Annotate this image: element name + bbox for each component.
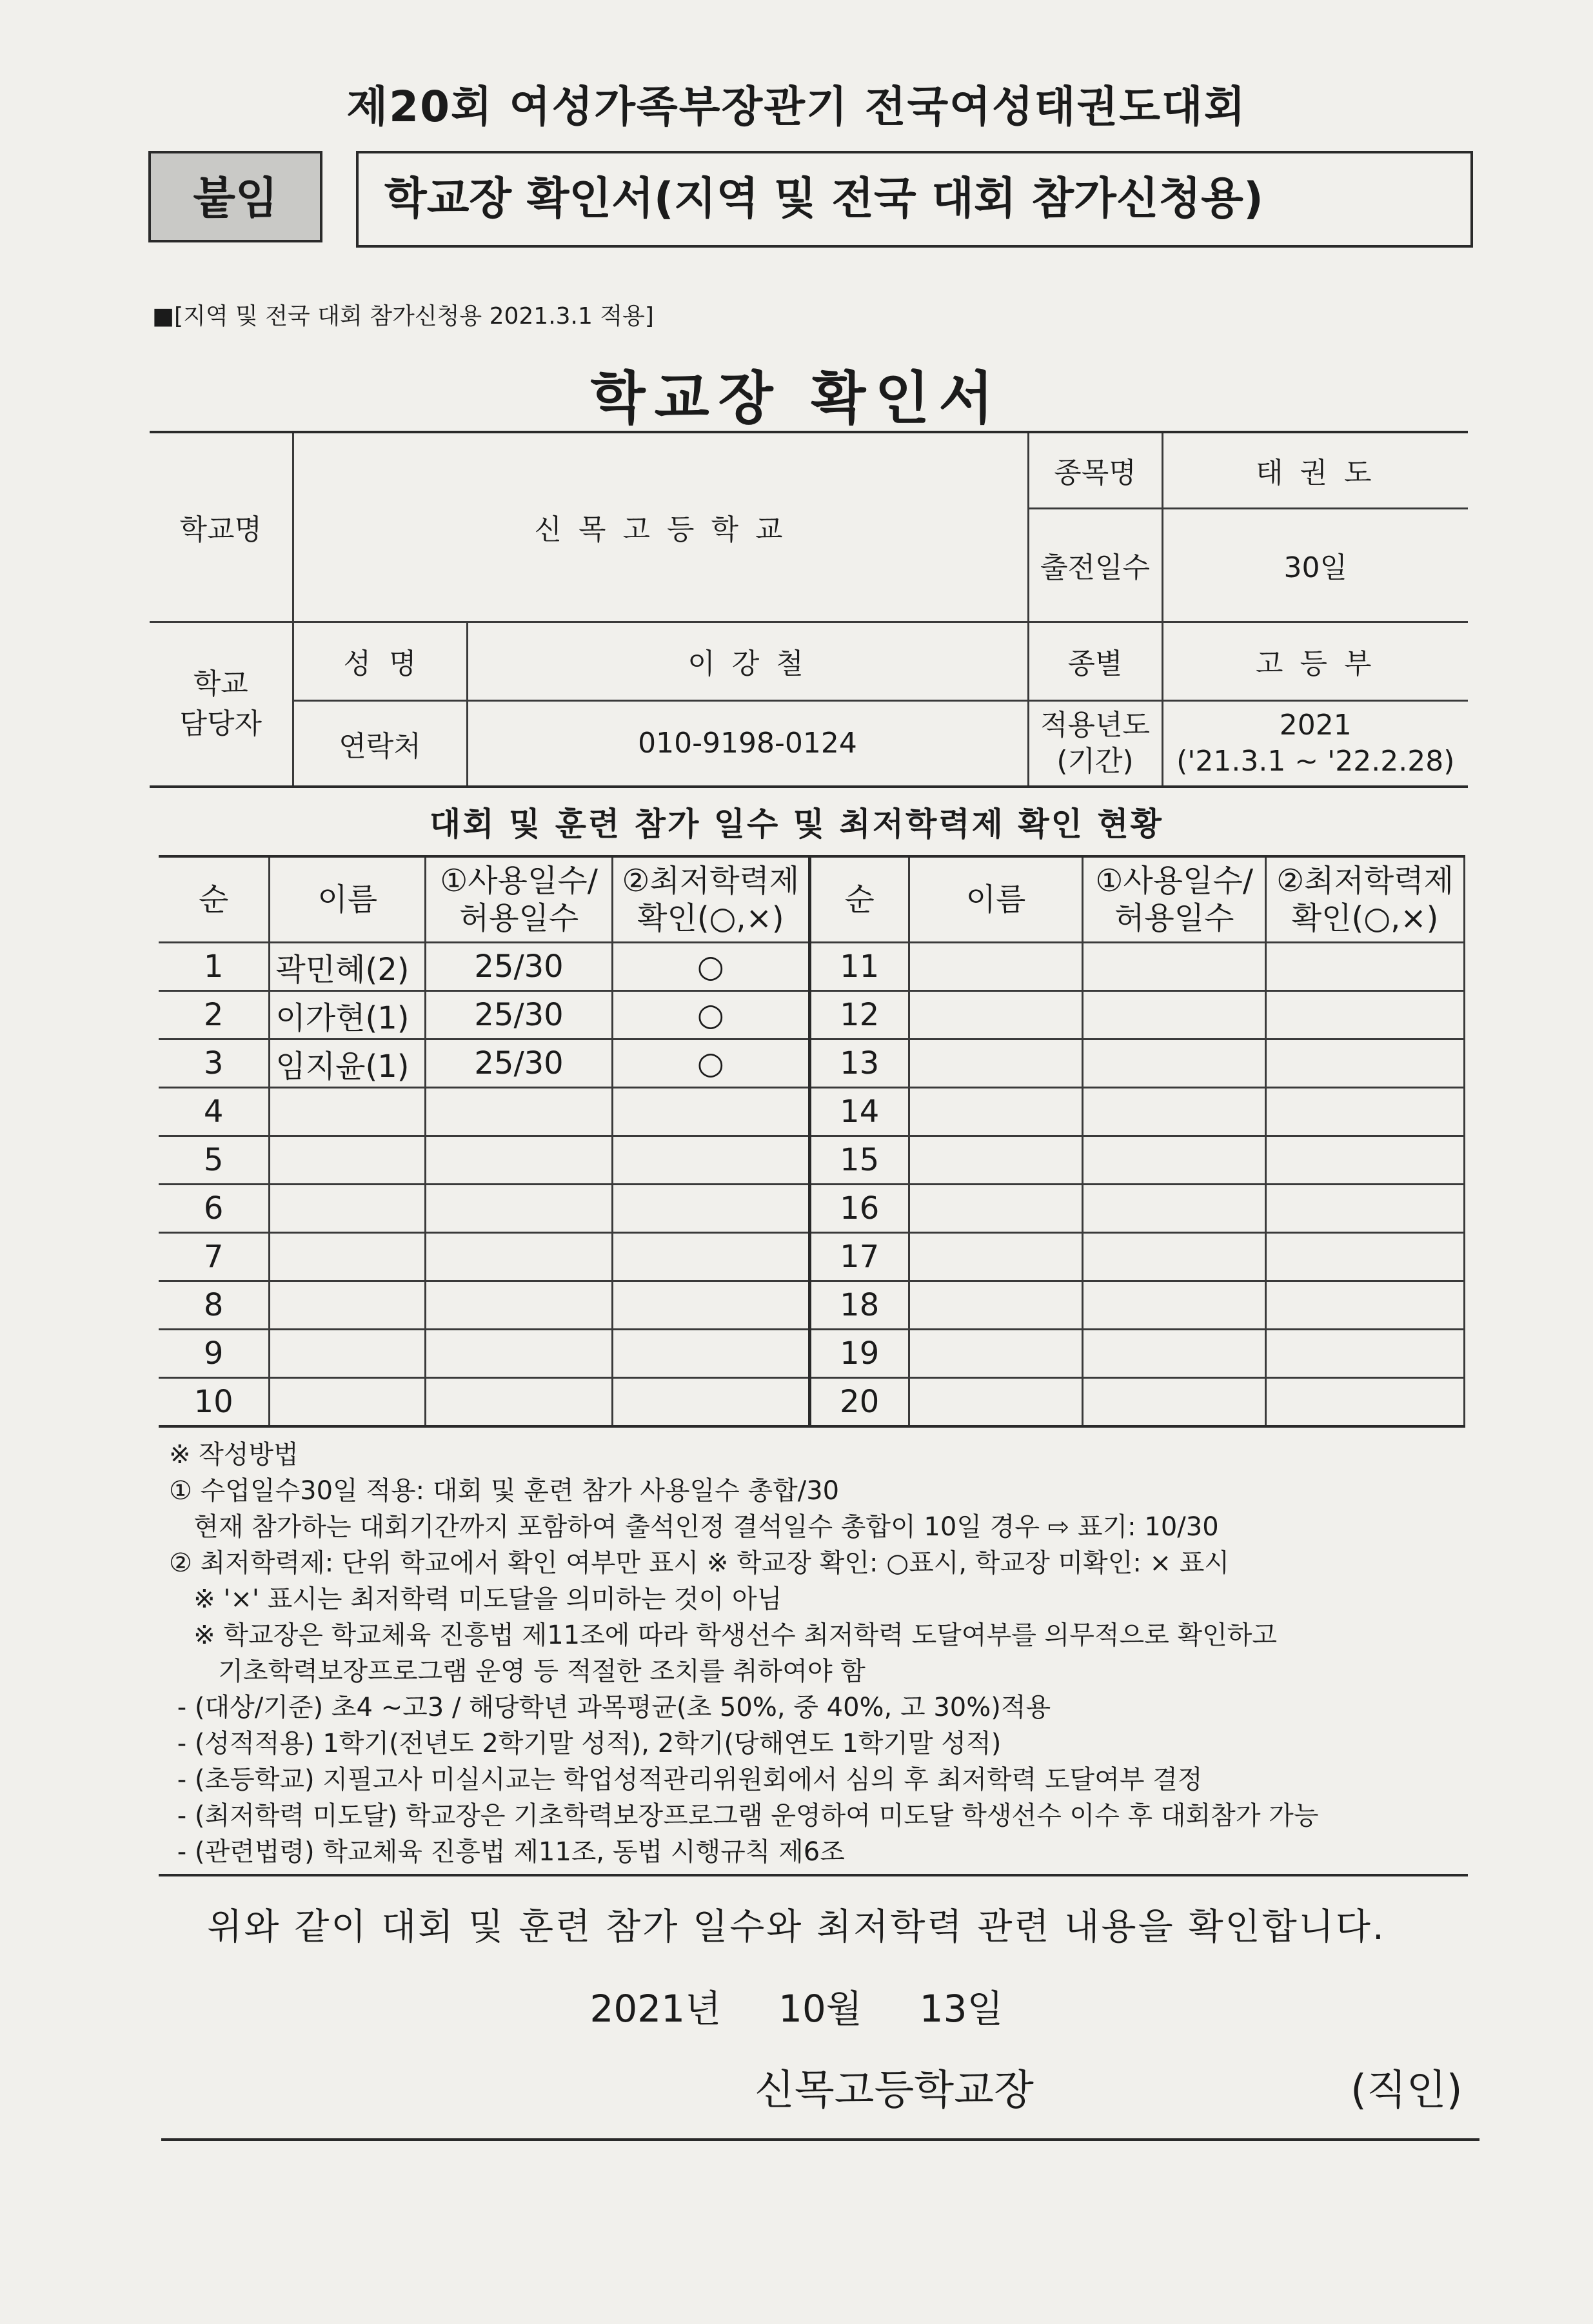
seq-cell: 5: [159, 1136, 270, 1185]
form-note: ■[지역 및 전국 대회 참가신청용 2021.3.1 적용]: [152, 303, 654, 330]
seq-cell: 14: [809, 1088, 909, 1136]
event-title: 제20회 여성가족부장관기 전국여성태권도대회: [346, 82, 1247, 132]
check-cell: ○: [612, 1039, 809, 1088]
days-cell: [426, 1281, 613, 1330]
check-cell: [612, 1233, 809, 1281]
instruction-line: ※ 작성방법: [169, 1440, 299, 1470]
header-seq-left: 순: [159, 856, 270, 943]
attachment-title: 학교장 확인서(지역 및 전국 대회 참가신청용): [356, 151, 1473, 248]
check-cell: [1266, 943, 1465, 991]
header-name-right: 이름: [909, 856, 1083, 943]
divider: [159, 1874, 1468, 1876]
name-cell: [270, 1330, 426, 1378]
days-cell: [1083, 1378, 1266, 1427]
check-cell: [612, 1378, 809, 1427]
check-cell: [1266, 1088, 1465, 1136]
seq-cell: 18: [809, 1281, 909, 1330]
check-cell: [1266, 1330, 1465, 1378]
year-value-year: 2021: [1279, 708, 1352, 742]
days-cell: [426, 1088, 613, 1136]
name-cell: [270, 1281, 426, 1330]
name-cell: [909, 943, 1083, 991]
name-cell: [909, 1136, 1083, 1185]
confirmation-text: 위와 같이 대회 및 훈련 참가 일수와 최저학력 관련 내용을 확인합니다.: [207, 1906, 1386, 1948]
school-name-label: 학교명: [150, 432, 293, 622]
check-cell: [1266, 991, 1465, 1039]
days-cell: [1083, 1039, 1266, 1088]
days-cell: [1083, 943, 1266, 991]
seq-cell: 6: [159, 1185, 270, 1233]
name-cell: [909, 1378, 1083, 1427]
name-cell: [270, 1185, 426, 1233]
name-cell: [909, 1088, 1083, 1136]
manager-label-line2: 담당자: [179, 707, 262, 740]
seq-cell: 2: [159, 991, 270, 1039]
name-cell: 임지윤(1): [270, 1039, 426, 1088]
header-acad-line1: ②최저학력제: [622, 863, 800, 899]
instruction-line: ※ '×' 표시는 최저학력 미도달을 의미하는 것이 아님: [169, 1584, 782, 1614]
instruction-line: ① 수업일수30일 적용: 대회 및 훈련 참가 사용일수 총합/30: [169, 1476, 840, 1506]
name-cell: 이가현(1): [270, 991, 426, 1039]
instruction-line: 기초학력보장프로그램 운영 등 적절한 조치를 취하여야 함: [169, 1657, 866, 1686]
table-row: [159, 1088, 1465, 1136]
days-label: 출전일수: [1028, 508, 1162, 622]
check-cell: [612, 1330, 809, 1378]
attachment-label: 붙임: [148, 151, 322, 242]
seq-cell: 7: [159, 1233, 270, 1281]
table-row: [159, 1185, 1465, 1233]
sport-label: 종목명: [1028, 432, 1162, 508]
name-cell: [909, 1185, 1083, 1233]
division-label: 종별: [1028, 622, 1162, 700]
check-cell: [612, 1185, 809, 1233]
days-cell: [1083, 1088, 1266, 1136]
date-text: 2021년 10월 13일: [589, 1987, 1004, 2031]
days-cell: [1083, 1136, 1266, 1185]
check-cell: [1266, 1185, 1465, 1233]
header-days-line2: 허용일수: [1114, 900, 1234, 936]
seq-cell: 19: [809, 1330, 909, 1378]
manager-label-line1: 학교: [193, 667, 248, 700]
seq-cell: 20: [809, 1378, 909, 1427]
year-value-period: ('21.3.1 ~ '22.2.28): [1176, 744, 1455, 778]
roster-body: [159, 943, 1465, 1427]
days-cell: 25/30: [426, 943, 613, 991]
days-cell: [1083, 991, 1266, 1039]
name-cell: [270, 1088, 426, 1136]
days-cell: [426, 1378, 613, 1427]
header-acad-line2: 확인(○,×): [637, 900, 784, 936]
table-row: [159, 1136, 1465, 1185]
check-cell: [1266, 1281, 1465, 1330]
instruction-line: - (최저학력 미도달) 학교장은 기초학력보장프로그램 운영하여 미도달 학생선수 이수 후 대회참가 가능: [169, 1801, 1319, 1831]
contact-label: 연락처: [293, 700, 467, 787]
header-days-left: [426, 856, 613, 943]
table-row: [159, 1281, 1465, 1330]
seq-cell: 1: [159, 943, 270, 991]
sport-value: 태 권 도: [1162, 432, 1468, 508]
seq-cell: 10: [159, 1378, 270, 1427]
school-name-value: 신 목 고 등 학 교: [293, 432, 1028, 622]
seq-cell: 3: [159, 1039, 270, 1088]
check-cell: [1266, 1136, 1465, 1185]
check-cell: [1266, 1378, 1465, 1427]
seq-cell: 12: [809, 991, 909, 1039]
year-label-line1: 적용년도: [1040, 708, 1150, 742]
instruction-line: ※ 학교장은 학교체육 진흥법 제11조에 따라 학생선수 최저학력 도달여부를 의무적으로 확인하고: [169, 1620, 1278, 1650]
seq-cell: 9: [159, 1330, 270, 1378]
check-cell: ○: [612, 991, 809, 1039]
days-cell: [1083, 1330, 1266, 1378]
person-name-value: 이 강 철: [467, 622, 1028, 700]
seq-cell: 17: [809, 1233, 909, 1281]
header-acad-line2: 확인(○,×): [1291, 900, 1439, 936]
days-cell: 25/30: [426, 991, 613, 1039]
days-cell: [426, 1185, 613, 1233]
days-value: 30일: [1162, 508, 1468, 622]
official-seal-label: (직인): [1351, 2067, 1463, 2114]
seq-cell: 15: [809, 1136, 909, 1185]
check-cell: [612, 1136, 809, 1185]
manager-label: [150, 622, 293, 787]
school-info-table: [150, 431, 1468, 788]
days-cell: [426, 1136, 613, 1185]
table-row: [159, 991, 1465, 1039]
days-cell: [1083, 1233, 1266, 1281]
name-cell: [909, 1330, 1083, 1378]
instruction-line: - (초등학교) 지필고사 미실시교는 학업성적관리위원회에서 심의 후 최저학력 도달여부 결정: [169, 1765, 1203, 1795]
name-cell: [909, 1039, 1083, 1088]
name-cell: [270, 1378, 426, 1427]
check-cell: [1266, 1039, 1465, 1088]
check-cell: ○: [612, 943, 809, 991]
seq-cell: 16: [809, 1185, 909, 1233]
check-cell: [612, 1088, 809, 1136]
days-cell: [1083, 1281, 1266, 1330]
principal-signature: 신목고등학교장: [755, 2067, 1034, 2114]
year-label: [1028, 700, 1162, 787]
table-row: [159, 1039, 1465, 1088]
table-row: [159, 1330, 1465, 1378]
name-cell: [270, 1136, 426, 1185]
division-value: 고 등 부: [1162, 622, 1468, 700]
instruction-line: - (대상/기준) 초4 ~고3 / 해당학년 과목평균(초 50%, 중 40%, 고 30%)적용: [169, 1693, 1051, 1722]
header-days-line2: 허용일수: [459, 900, 579, 936]
header-acad-right: [1266, 856, 1465, 943]
table-row: [159, 1233, 1465, 1281]
contact-value: 010-9198-0124: [467, 700, 1028, 787]
header-name-left: 이름: [270, 856, 426, 943]
days-cell: 25/30: [426, 1039, 613, 1088]
person-name-label: 성 명: [293, 622, 467, 700]
header-acad-line1: ②최저학력제: [1276, 863, 1454, 899]
header-days-right: [1083, 856, 1266, 943]
header-acad-left: [612, 856, 809, 943]
seq-cell: 8: [159, 1281, 270, 1330]
table-row: [159, 1378, 1465, 1427]
instruction-line: - (성적적용) 1학기(전년도 2학기말 성적), 2학기(당해연도 1학기말 성적): [169, 1729, 1002, 1758]
document-title: 학교장 확인서: [590, 365, 1003, 431]
divider: [161, 2138, 1479, 2141]
name-cell: 곽민혜(2): [270, 943, 426, 991]
instruction-line: ② 최저학력제: 단위 학교에서 확인 여부만 표시 ※ 학교장 확인: ○표시, 학교장 미확인: × 표시: [169, 1548, 1230, 1578]
instruction-line: - (관련법령) 학교체육 진흥법 제11조, 동법 시행규칙 제6조: [169, 1837, 845, 1867]
instruction-line: 현재 참가하는 대회기간까지 포함하여 출석인정 결석일수 총합이 10일 경우 ⇨ 표기: 10/30: [169, 1512, 1219, 1542]
days-cell: [426, 1233, 613, 1281]
days-cell: [1083, 1185, 1266, 1233]
check-cell: [612, 1281, 809, 1330]
seq-cell: 4: [159, 1088, 270, 1136]
header-days-line1: ①사용일수/: [440, 863, 598, 899]
name-cell: [909, 991, 1083, 1039]
name-cell: [909, 1281, 1083, 1330]
name-cell: [270, 1233, 426, 1281]
name-cell: [909, 1233, 1083, 1281]
header-days-line1: ①사용일수/: [1095, 863, 1254, 899]
roster-table: [159, 855, 1465, 1428]
seq-cell: 11: [809, 943, 909, 991]
year-value: [1162, 700, 1468, 787]
table-row: [159, 943, 1465, 991]
check-cell: [1266, 1233, 1465, 1281]
year-label-line2: (기간): [1056, 744, 1134, 778]
instructions: [169, 1437, 1491, 1870]
seq-cell: 13: [809, 1039, 909, 1088]
header-seq-right: 순: [809, 856, 909, 943]
roster-heading: 대회 및 훈련 참가 일수 및 최저학력제 확인 현황: [430, 805, 1163, 843]
days-cell: [426, 1330, 613, 1378]
